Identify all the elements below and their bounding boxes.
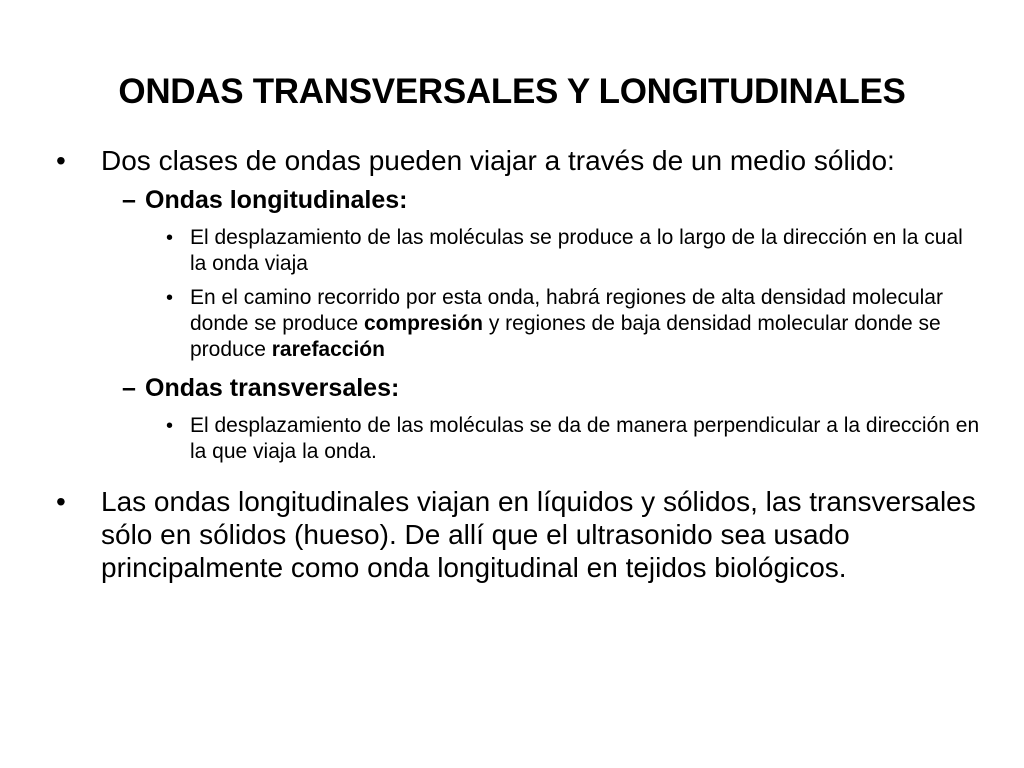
bullet-marker: • xyxy=(166,415,174,437)
bullet-text: Dos clases de ondas pueden viajar a través de un medio sólido: xyxy=(101,145,895,176)
bullet-text: Las ondas longitudinales viajan en líquidos y sólidos, las transversales sólo en sólidos (hueso). De allí que el ultrasonido sea usado principalmente como onda longitudinal en tejidos biológicos. xyxy=(101,486,976,583)
bullet-marker: • xyxy=(56,145,66,176)
subheading-text: Ondas longitudinales: xyxy=(145,186,408,214)
bullet-marker: • xyxy=(166,287,174,309)
slide-content xyxy=(54,144,984,584)
subheading-transversal xyxy=(54,373,984,403)
sub-bullet-text: El desplazamiento de las moléculas se da de manera perpendicular a la dirección en la que viaja la onda. xyxy=(190,414,980,463)
subheading-text: Ondas transversales: xyxy=(145,374,400,402)
dash-marker: – xyxy=(122,186,136,214)
sub-bullet-text xyxy=(190,286,943,361)
bold-term-compresion: compresión xyxy=(363,312,483,335)
sub-bullet-text: El desplazamiento de las moléculas se produce a lo largo de la dirección en la cual la onda viaja xyxy=(190,226,963,275)
sub-bullet-item xyxy=(54,225,984,277)
subheading-longitudinal xyxy=(54,185,984,215)
bullet-marker: • xyxy=(56,486,66,517)
sub-bullet-item xyxy=(54,413,984,465)
sub-bullet-item xyxy=(54,285,984,363)
bullet-item xyxy=(54,144,984,177)
text-segment: En el camino recorrido por esta onda, habrá regiones de alta densidad molecular donde se produce xyxy=(190,286,943,335)
bullet-item xyxy=(54,485,984,584)
bold-term-rarefaccion: rarefacción xyxy=(271,338,385,361)
text-segment: y regiones de baja densidad molecular donde se produce xyxy=(190,312,941,361)
slide-title: ONDAS TRANSVERSALES Y LONGITUDINALES xyxy=(118,72,906,111)
dash-marker: – xyxy=(122,374,136,402)
bullet-marker: • xyxy=(166,227,174,249)
